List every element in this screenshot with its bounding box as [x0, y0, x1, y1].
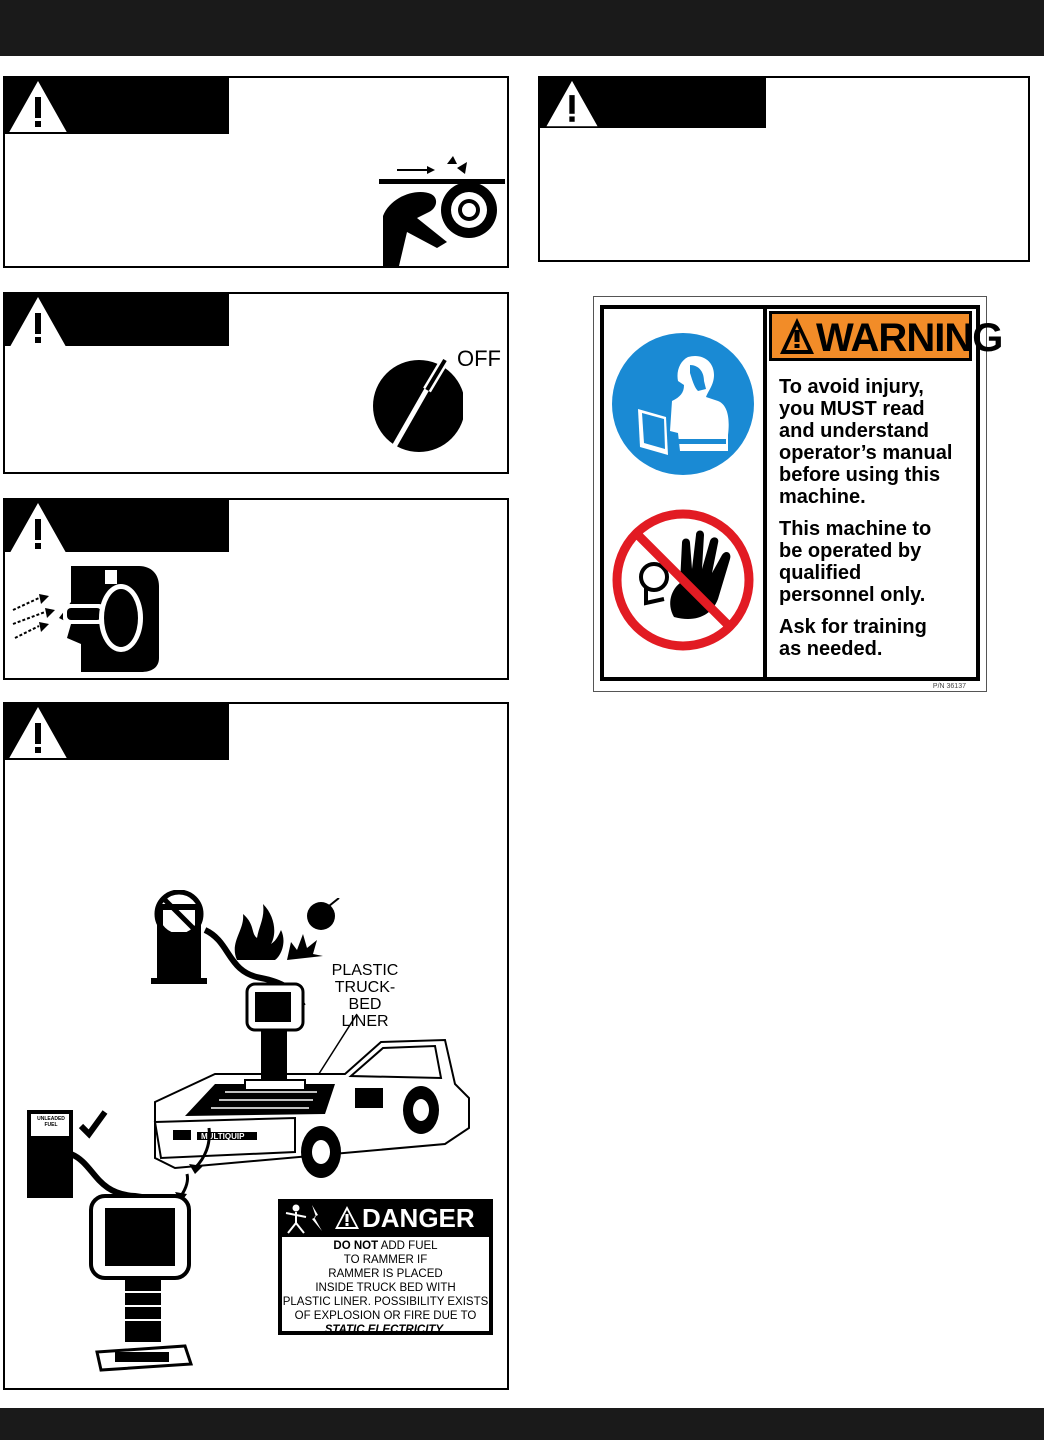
read-manual-icon	[610, 331, 756, 477]
warning-triangle-icon	[9, 80, 67, 134]
danger-line: OF EXPLOSION OR FIRE DUE TO	[294, 1310, 477, 1322]
warning-text-line: operator’s manual	[779, 442, 953, 464]
warning-heading-bar	[769, 311, 1003, 361]
ignition-switch-off-icon	[373, 354, 463, 454]
danger-message-panel	[282, 1237, 489, 1336]
danger-line: INSIDE TRUCK BED WITH	[315, 1282, 456, 1294]
danger-line: PLASTIC LINER. POSSIBILITY EXISTS	[282, 1296, 489, 1308]
warning-text-line: before using this	[779, 464, 941, 486]
part-number: P/N 36137	[932, 683, 966, 690]
warning-triangle-icon	[9, 296, 67, 350]
truck-brand-text: MULTIQUIP	[201, 1132, 245, 1141]
danger-line: STATIC ELECTRICITY.	[324, 1324, 447, 1336]
hazard-box-ppe	[3, 498, 509, 680]
warning-triangle-icon	[9, 706, 67, 760]
warning-decal-pictograms	[604, 309, 763, 677]
no-unqualified-operators-icon	[610, 507, 756, 653]
warning-decal	[593, 296, 1003, 692]
warning-text-line: personnel only.	[779, 584, 926, 606]
warning-triangle-icon	[544, 80, 600, 128]
warning-text-line: machine.	[779, 486, 866, 508]
warning-text-line: qualified	[779, 562, 862, 584]
signal-word-tab	[5, 500, 229, 552]
warning-text-line: and understand	[779, 420, 930, 442]
person-shock-icon	[284, 1203, 328, 1235]
liner-label-line: LINER	[341, 1013, 389, 1030]
danger-line: DO NOT ADD FUEL	[333, 1240, 438, 1252]
danger-line-emphasis: STATIC ELECTRICITY	[324, 1324, 444, 1336]
danger-line: TO RAMMER IF	[343, 1254, 428, 1266]
warning-decal-text-panel	[767, 309, 1003, 677]
hazard-box-engine-off	[3, 292, 509, 474]
hazard-box-general	[538, 76, 1030, 262]
hazard-box-rotating-parts	[3, 76, 509, 268]
danger-line: RAMMER IS PLACED	[328, 1268, 443, 1280]
entanglement-hand-icon	[377, 146, 505, 268]
warning-decal-frame	[600, 305, 1003, 681]
warning-text-line: be operated by	[779, 540, 922, 562]
eye-ear-protection-icon	[9, 562, 165, 674]
signal-word-tab	[5, 704, 229, 760]
danger-decal	[278, 1199, 493, 1335]
warning-heading: WARNING	[816, 316, 1003, 360]
liner-label-line: PLASTIC	[331, 962, 399, 979]
signal-word-tab	[5, 78, 229, 134]
danger-line-emphasis: DO NOT	[333, 1240, 379, 1252]
signal-word-tab	[5, 294, 229, 346]
warning-text-line: you MUST read	[779, 398, 925, 420]
danger-heading: DANGER	[362, 1203, 475, 1233]
bottom-footer-bar	[0, 1408, 1044, 1440]
rammer-on-truck-illustration	[241, 974, 311, 1104]
warning-triangle-icon	[778, 316, 816, 356]
warning-triangle-icon	[9, 502, 67, 556]
warning-text-line: To avoid injury,	[779, 376, 924, 398]
hazard-box-refueling	[3, 702, 509, 1390]
top-header-bar	[0, 0, 1044, 56]
warning-text-line: Ask for training	[779, 616, 927, 638]
off-label: OFF	[457, 346, 501, 371]
warning-text-line: as needed.	[779, 638, 883, 660]
warning-text-line: This machine to	[779, 518, 932, 540]
signal-word-tab	[540, 78, 766, 128]
pump-label: UNLEADED FUEL	[37, 1116, 65, 1128]
rammer-on-ground-illustration	[81, 1188, 201, 1378]
danger-message	[282, 1239, 489, 1337]
liner-label-line: TRUCK-BED	[334, 979, 396, 1013]
danger-triangle-icon	[334, 1205, 360, 1231]
